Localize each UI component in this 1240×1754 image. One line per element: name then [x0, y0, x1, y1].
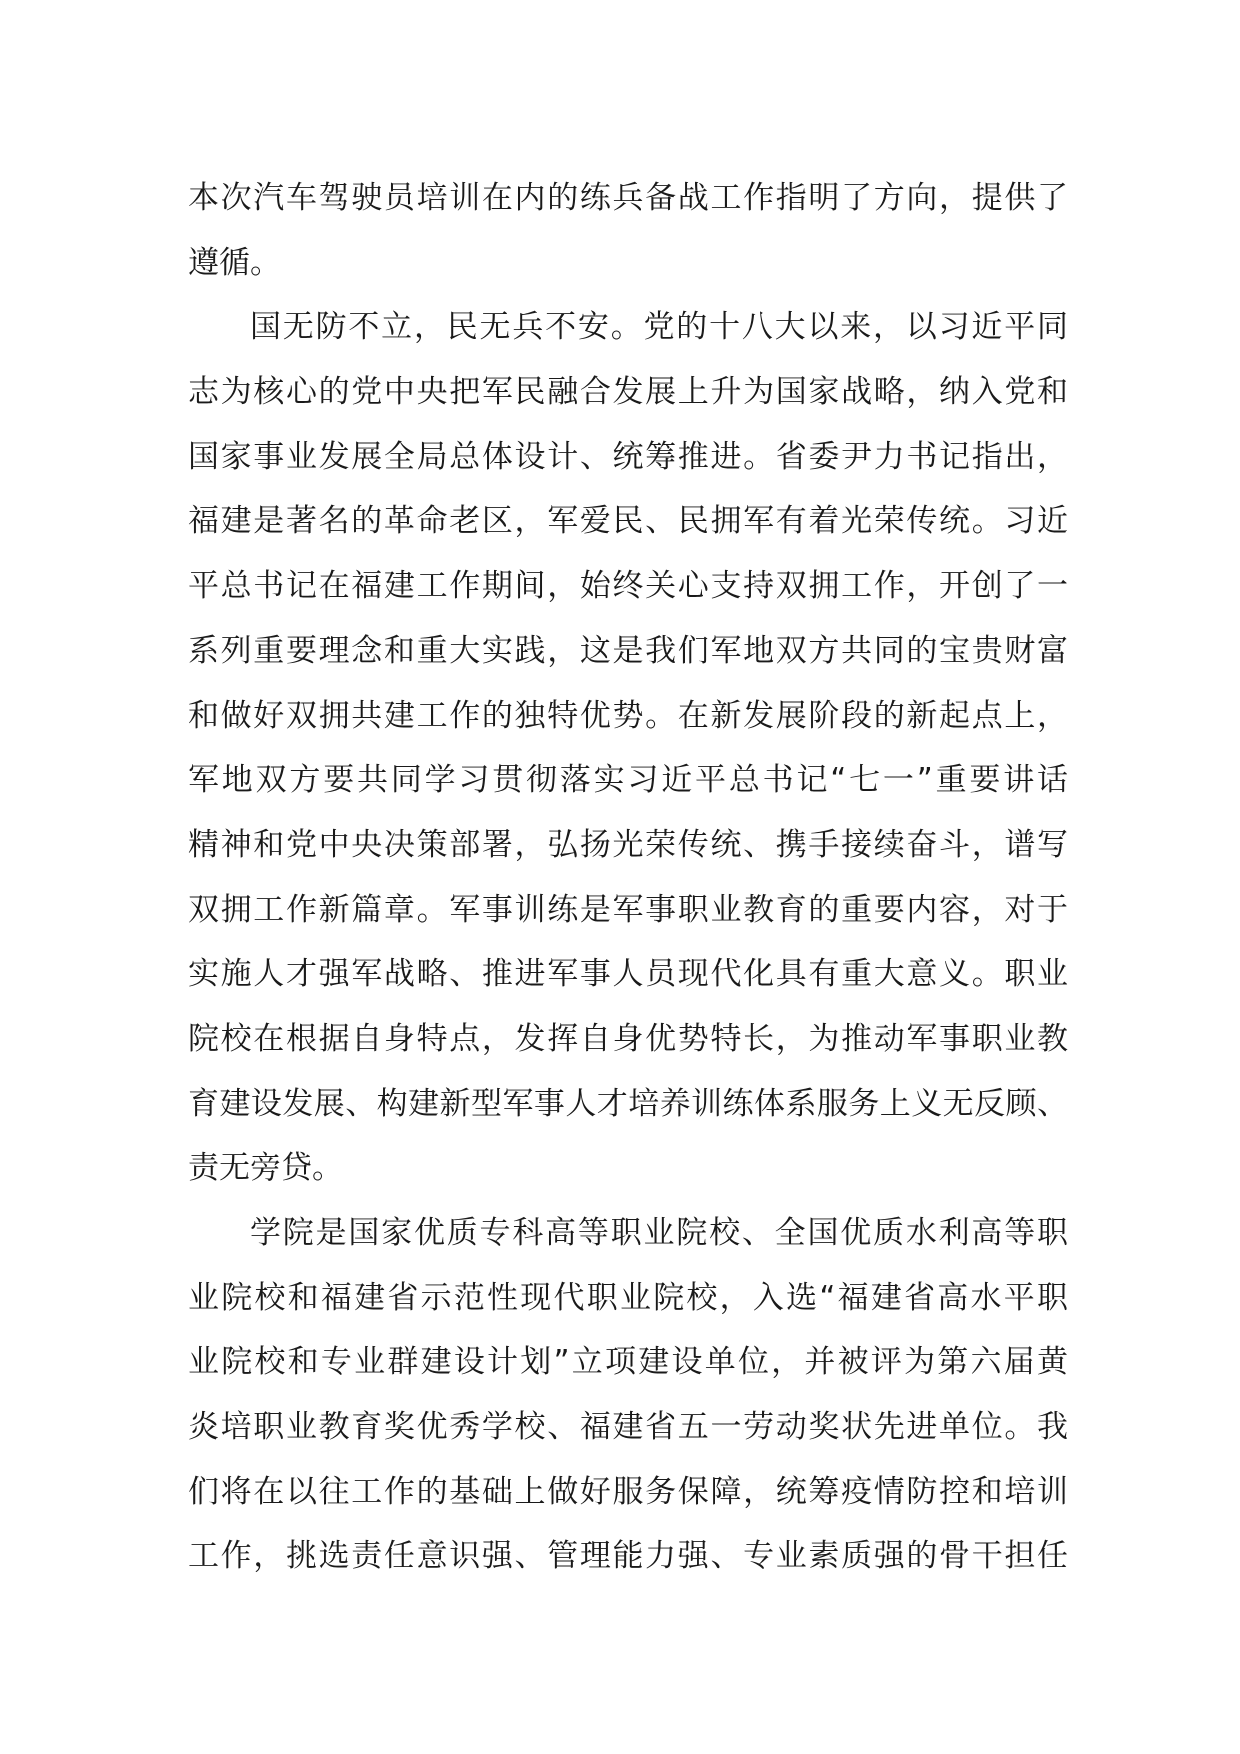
text-line: 育建设发展、构建新型军事人才培养训练体系服务上义无反顾、: [188, 1085, 1068, 1122]
text-line: 本次汽车驾驶员培训在内的练兵备战工作指明了方向，提供了: [188, 180, 1068, 216]
text-line: 国无防不立，民无兵不安。党的十八大以来，以习近平同: [250, 309, 1068, 346]
text-line: 和做好双拥共建工作的独特优势。在新发展阶段的新起点上，: [188, 697, 1068, 734]
text-line: 院校在根据自身特点，发挥自身优势特长，为推动军事职业教: [188, 1020, 1068, 1057]
document-body: [188, 166, 1068, 1589]
text-line: 平总书记在福建工作期间，始终关心支持双拥工作，开创了一: [188, 568, 1068, 605]
text-line: 系列重要理念和重大实践，这是我们军地双方共同的宝贵财富: [188, 632, 1068, 669]
text-line: 实施人才强军战略、推进军事人员现代化具有重大意义。职业: [188, 956, 1068, 993]
text-line: 志为核心的党中央把军民融合发展上升为国家战略，纳入党和: [188, 374, 1068, 411]
text-line: 福建是著名的革命老区，军爱民、民拥军有着光荣传统。习近: [188, 503, 1068, 540]
paragraph-1: [188, 166, 1068, 295]
text-line: 军地双方要共同学习贯彻落实习近平总书记“七一”重要讲话: [188, 762, 1068, 799]
text-line: 遵循。: [188, 244, 281, 281]
paragraph-2: [188, 295, 1068, 1201]
text-line: 学院是国家优质专科高等职业院校、全国优质水利高等职: [250, 1215, 1068, 1251]
text-line: 精神和党中央决策部署，弘扬光荣传统、携手接续奋斗，谱写: [188, 826, 1068, 863]
text-line: 们将在以往工作的基础上做好服务保障，统筹疫情防控和培训: [188, 1473, 1068, 1510]
text-line: 炎培职业教育奖优秀学校、福建省五一劳动奖状先进单位。我: [188, 1409, 1068, 1446]
paragraph-3: [188, 1201, 1068, 1589]
text-line: 国家事业发展全局总体设计、统筹推进。省委尹力书记指出，: [188, 438, 1068, 475]
text-line: 双拥工作新篇章。军事训练是军事职业教育的重要内容，对于: [188, 891, 1068, 928]
text-line: 责无旁贷。: [188, 1150, 343, 1187]
text-line: 工作，挑选责任意识强、管理能力强、专业素质强的骨干担任: [188, 1538, 1068, 1575]
text-line: 业院校和专业群建设计划”立项建设单位，并被评为第六届黄: [188, 1344, 1068, 1381]
text-line: 业院校和福建省示范性现代职业院校，入选“福建省高水平职: [188, 1279, 1068, 1316]
